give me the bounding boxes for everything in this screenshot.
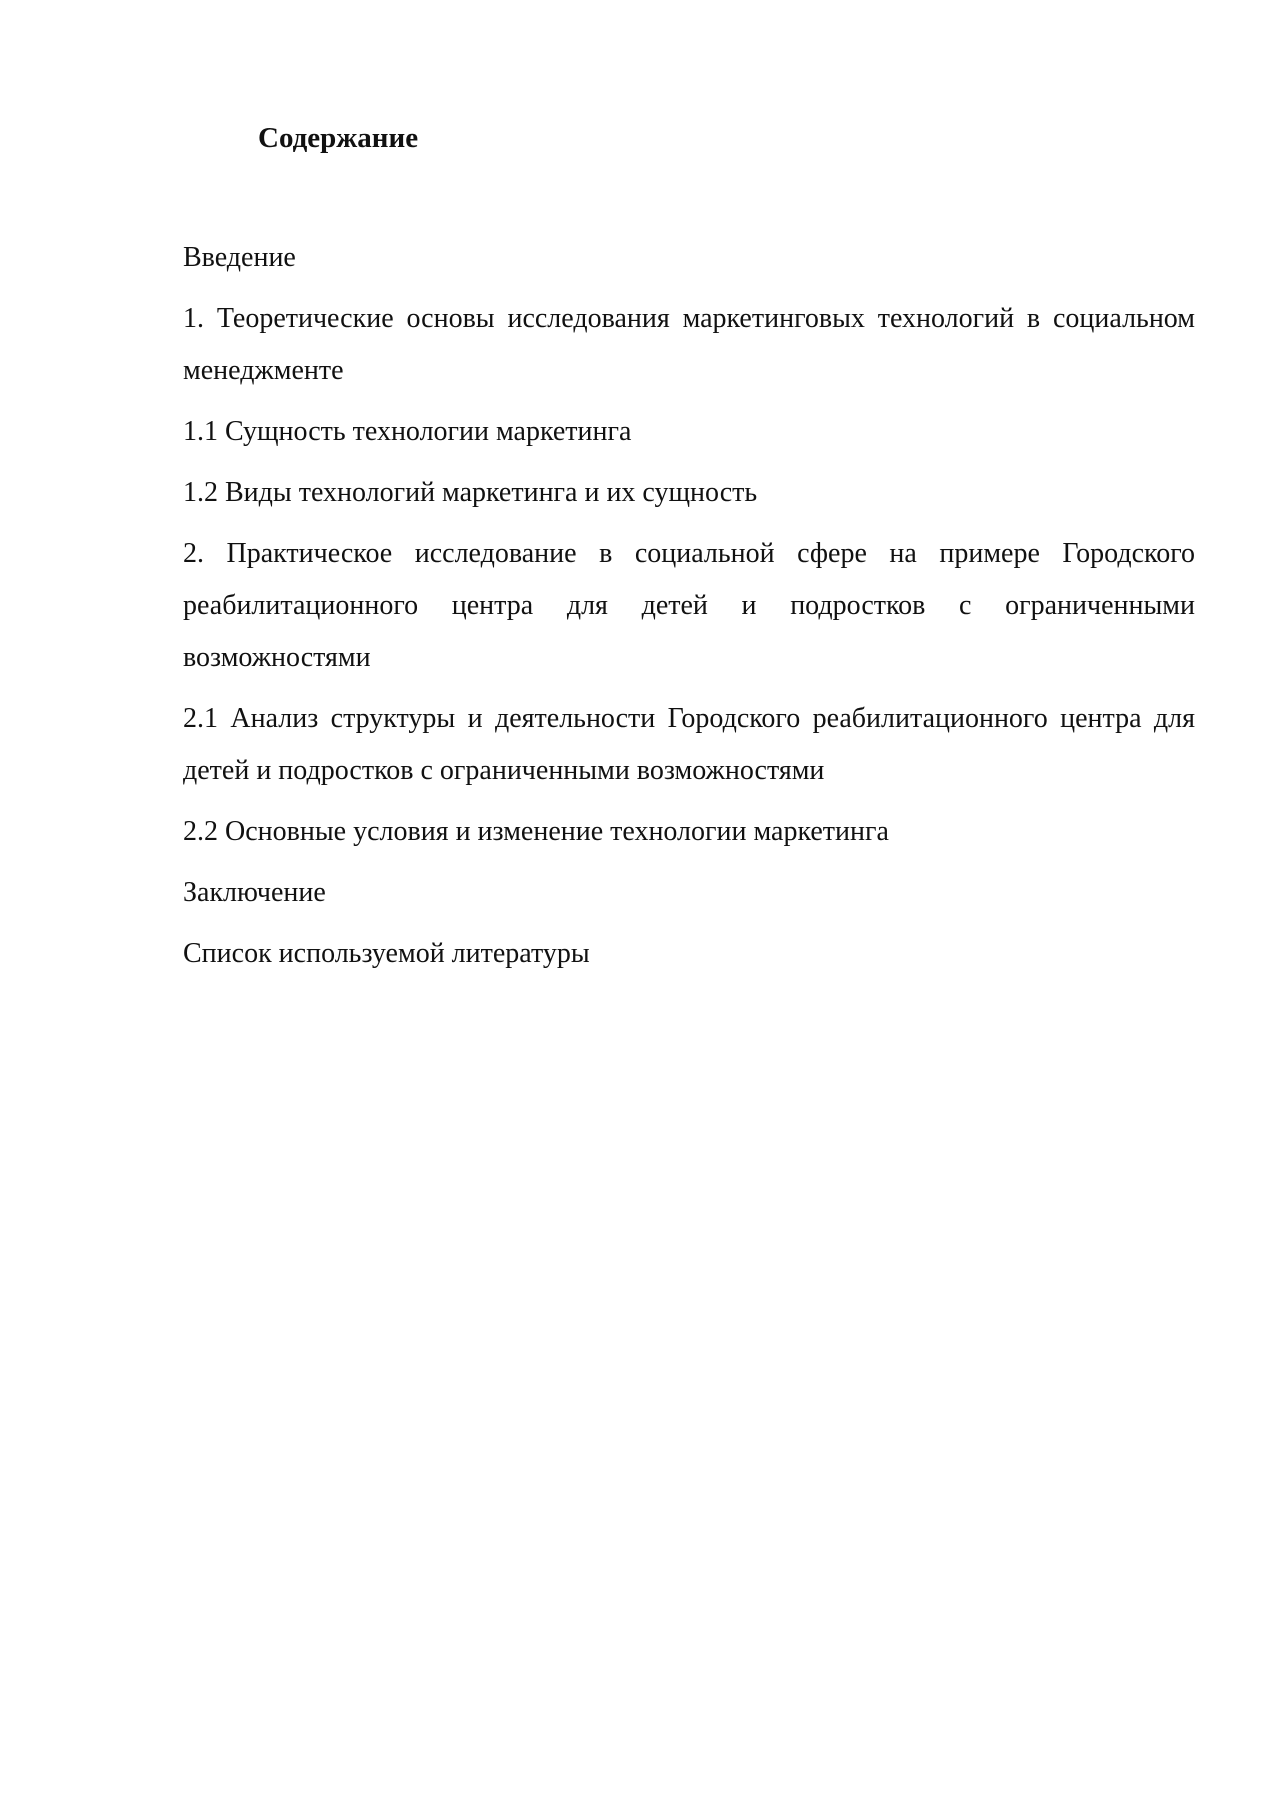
toc-item-conclusion: Заключение (183, 877, 326, 908)
toc-item-introduction: Введение (183, 242, 296, 273)
toc-title: Содержание (258, 122, 419, 154)
toc-item-section-1-1: 1.1 Сущность технологии маркетинга (183, 416, 632, 447)
toc-item-section-1-2: 1.2 Виды технологий маркетинга и их сущность (183, 477, 758, 508)
toc-item-section-2-2: 2.2 Основные условия и изменение технологии маркетинга (183, 816, 889, 847)
toc-item-section-2-1: 2.1 Анализ структуры и деятельности Городского реабилитационного центра для детей и подростков с ограниченными возможностями (183, 703, 1195, 786)
toc-item-bibliography: Список используемой литературы (183, 938, 590, 969)
toc-item-chapter-2: 2. Практическое исследование в социальной сфере на примере Городского реабилитационного центра для детей и подростков с ограниченными возможностями (183, 538, 1195, 673)
table-of-contents (183, 232, 1195, 989)
toc-item-chapter-1: 1. Теоретические основы исследования маркетинговых технологий в социальном менеджменте (183, 303, 1195, 386)
